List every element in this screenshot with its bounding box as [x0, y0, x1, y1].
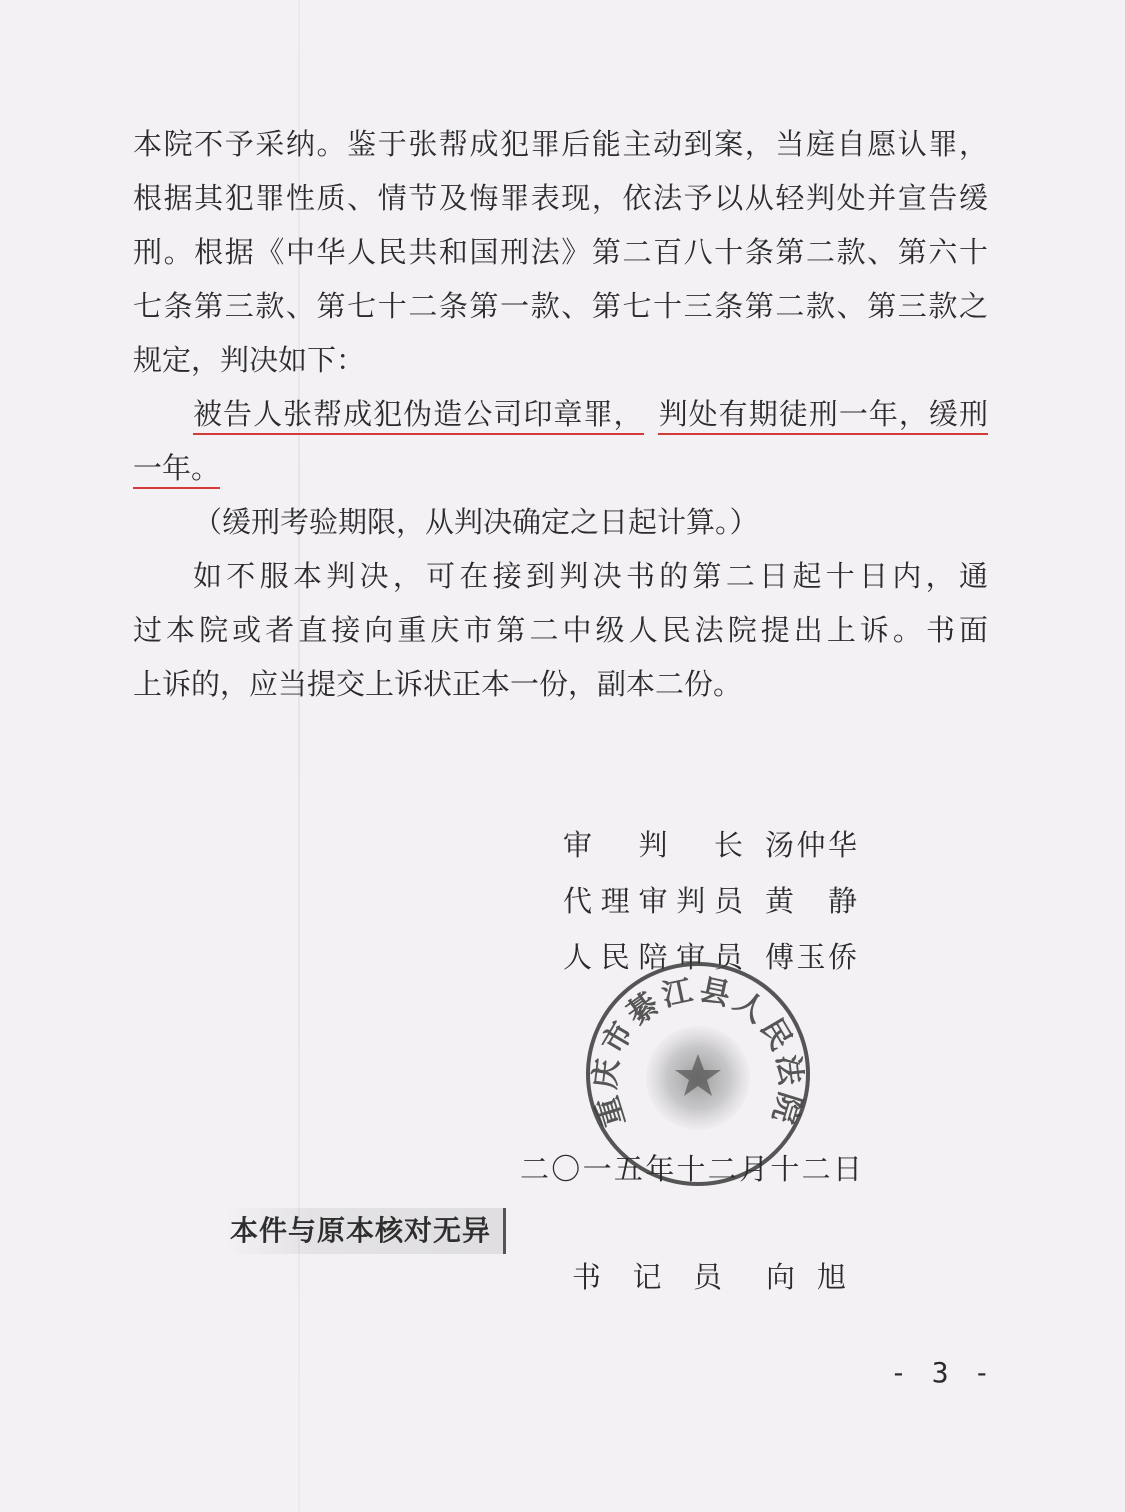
probation-note: （缓刑考验期限，从判决确定之日起计算。）: [193, 505, 759, 539]
verification-stamp: 本件与原本核对无异: [226, 1208, 506, 1254]
reasoning-line: 本院不予采纳。鉴于张帮成犯罪后能主动到案，当庭自愿认罪，: [133, 127, 988, 161]
signature-clerk: [572, 1250, 872, 1304]
page-number: - 3 -: [890, 1356, 995, 1389]
signature-name: 向旭: [766, 1260, 846, 1294]
verdict-underlined-probation: 一年。: [133, 451, 220, 489]
appeal-line: 如不服本判决，可在接到判决书的第二日起十日内，通: [193, 559, 988, 593]
verdict-underlined-crime: 被告人张帮成犯伪造公司印章罪，: [193, 397, 644, 435]
appeal-line: 上诉的，应当提交上诉状正本一份，副本二份。: [133, 667, 743, 701]
signature-role: 审判长: [563, 828, 743, 862]
signature-name: 黄静: [765, 884, 857, 918]
reasoning-line: 规定，判决如下：: [133, 343, 366, 377]
reasoning-line: 七条第三款、第七十二条第一款、第七十三条第二款、第三款之: [133, 289, 988, 323]
signature-role: 人民陪审员: [563, 940, 743, 974]
signature-acting-judge: [563, 874, 863, 928]
reasoning-line: 刑。根据《中华人民共和国刑法》第二百八十条第二款、第六十: [133, 235, 988, 269]
judgment-date: 二〇一五年十二月十二日: [520, 1152, 862, 1186]
appeal-line: 过本院或者直接向重庆市第二中级人民法院提出上诉。书面: [133, 613, 988, 647]
verdict-line: [133, 387, 988, 441]
seal-text: 重庆市綦江县人民法院: [587, 972, 809, 1131]
judgment-body: [133, 117, 988, 711]
signature-name: 傅玉侨: [765, 940, 857, 974]
verdict-line: [133, 441, 988, 495]
signature-name: 汤仲华: [765, 828, 857, 862]
verdict-underlined-sentence: 判处有期徒刑一年，缓刑: [658, 397, 988, 435]
signature-role: 书记员: [572, 1260, 722, 1294]
signature-presiding-judge: [563, 818, 863, 872]
signature-role: 代理审判员: [563, 884, 743, 918]
reasoning-line: 根据其犯罪性质、情节及悔罪表现，依法予以从轻判处并宣告缓: [133, 181, 988, 215]
